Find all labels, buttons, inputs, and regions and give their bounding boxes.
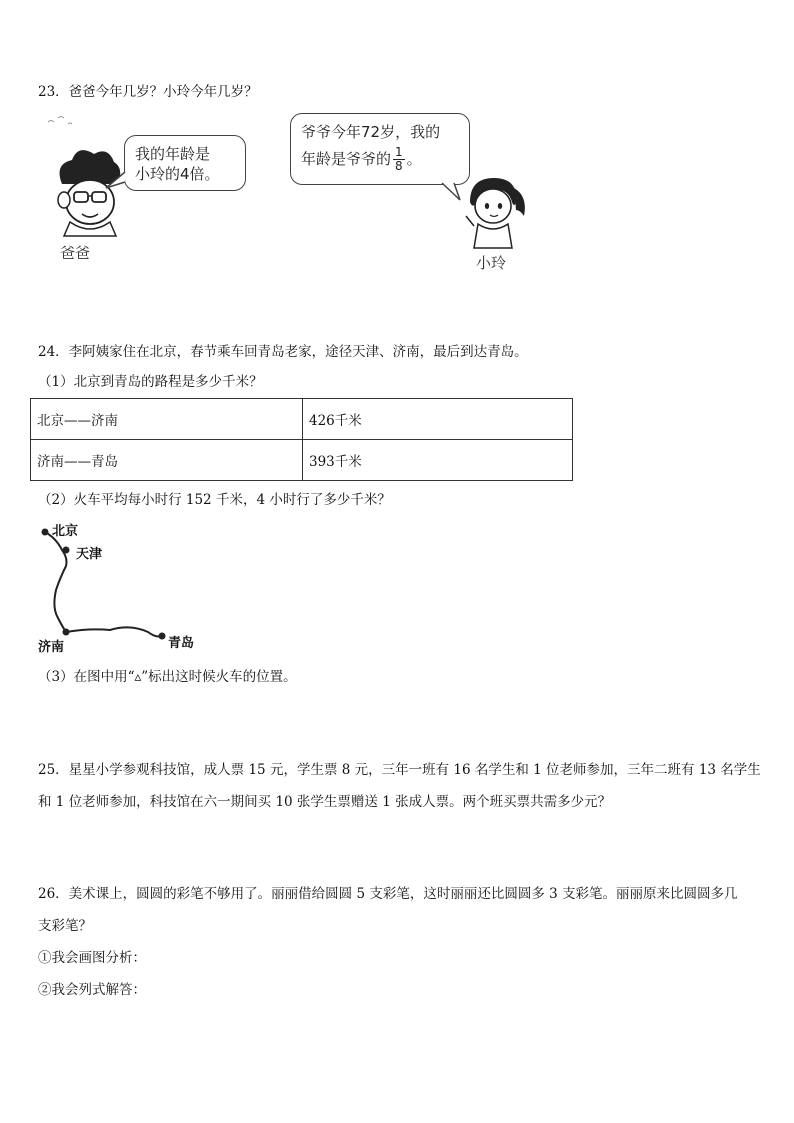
girl-label: 小玲 [476,254,507,272]
girl-bubble-end: 。 [406,150,422,168]
dad-bubble-line2: 小玲的4倍。 [135,165,220,183]
table-cell-route: 济南——青岛 [31,440,303,481]
map-label-qingdao: 青岛 [168,636,195,651]
q24-sub3: （3）在图中用“▵”标出这时候火车的位置。 [38,669,297,685]
fraction-denominator: 8 [395,159,403,173]
girl-bubble-line1: 爷爷今年72岁，我的 [301,123,441,141]
q24-sub1: （1）北京到青岛的路程是多少千米？ [38,374,263,390]
girl-speech-bubble [290,113,470,185]
q26-line1: 26．美术课上，圆圆的彩笔不够用了。丽丽借给圆圆 5 支彩笔，这时丽丽还比圆圆多 3 支彩笔。丽丽原来比圆圆多几 [38,886,738,902]
dad-speech-bubble [124,135,246,191]
q24-title: 24．李阿姨家住在北京，春节乘车回青岛老家，途径天津、济南，最后到达青岛。 [38,344,528,360]
girl-cartoon-icon [452,172,532,252]
q25-line2: 和 1 位老师参加，科技馆在六一期间买 10 张学生票赠送 1 张成人票。两个班买票共需多少元？ [38,794,612,810]
table-row [31,440,573,481]
q23-title: 23．爸爸今年几岁？小玲今年几岁？ [38,84,258,100]
map-label-beijing: 北京 [52,524,79,539]
map-label-tianjin: 天津 [76,547,103,562]
girl-bubble-line2-text: 年龄是爷爷的 [301,150,392,168]
dad-bubble-tail-icon [104,170,128,192]
distance-table [30,398,573,481]
q26-line2: 支彩笔？ [38,918,92,934]
table-cell-route: 北京——济南 [31,399,303,440]
jinan-dot [63,629,70,636]
q26-step1: ①我会画图分析： [38,950,146,966]
fraction-one-eighth [393,146,405,173]
q26-step2: ②我会列式解答： [38,982,146,998]
q25-line1: 25．星星小学参观科技馆，成人票 15 元，学生票 8 元，三年一班有 16 名学生和 1 位老师参加，三年二班有 13 名学生 [38,762,761,778]
q24-sub2: （2）火车平均每小时行 152 千米，4 小时行了多少千米？ [38,492,391,508]
girl-bubble-line2 [301,146,459,173]
beijing-dot [42,529,49,536]
table-cell-distance: 393千米 [303,440,573,481]
table-row [31,399,573,440]
map-label-jinan: 济南 [38,640,65,655]
fraction-numerator: 1 [395,145,403,159]
dad-label: 爸爸 [60,244,91,262]
dad-bubble-line1: 我的年龄是 [135,145,211,163]
table-cell-distance: 426千米 [303,399,573,440]
tianjin-dot [63,547,70,554]
qingdao-dot [159,633,166,640]
